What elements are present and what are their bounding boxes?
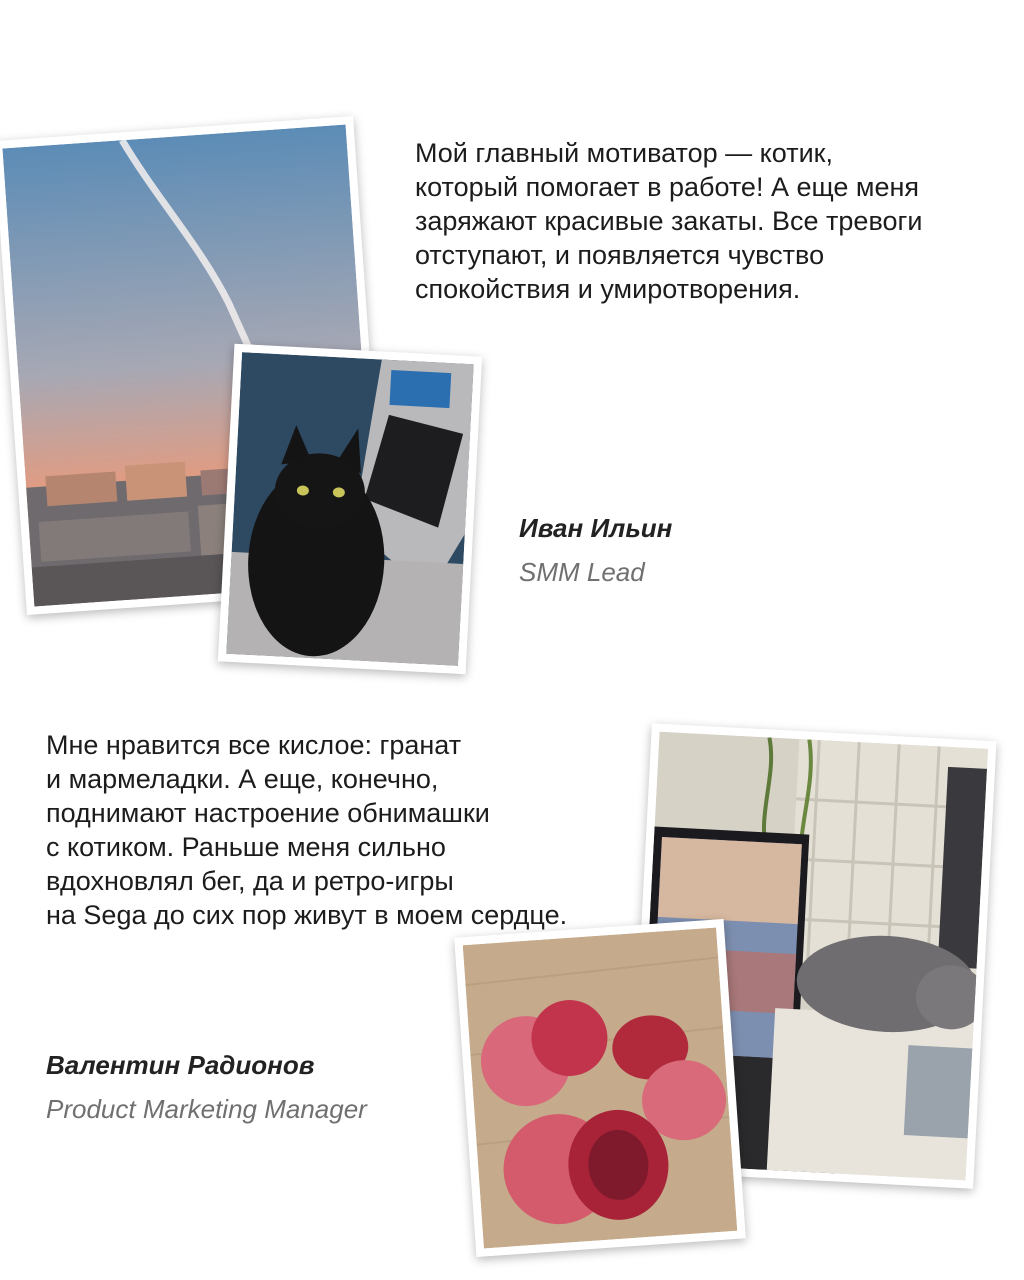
profile-2-role: Product Marketing Manager — [46, 1094, 367, 1124]
profile-1-quote: Мой главный мотиватор — котик, который помогает в работе! А еще меня заряжают красивые закаты. Все тревоги отступают, и появляется чувство спокойствия и умиротворения. — [415, 138, 923, 304]
profile-1-role: SMM Lead — [519, 557, 645, 587]
profile-2-quote: Мне нравится все кислое: гранат и мармеладки. А еще, конечно, поднимают настроение обнимашки с котиком. Раньше меня сильно вдохновлял бег, да и ретро-игры на Sega до сих пор живут в моем сердце. — [46, 730, 568, 930]
profile-2-name: Валентин Радионов — [46, 1050, 315, 1080]
profile-1-name: Иван Ильин — [519, 513, 673, 543]
pomegranate-photo — [454, 919, 746, 1257]
cat-photo — [218, 344, 482, 675]
